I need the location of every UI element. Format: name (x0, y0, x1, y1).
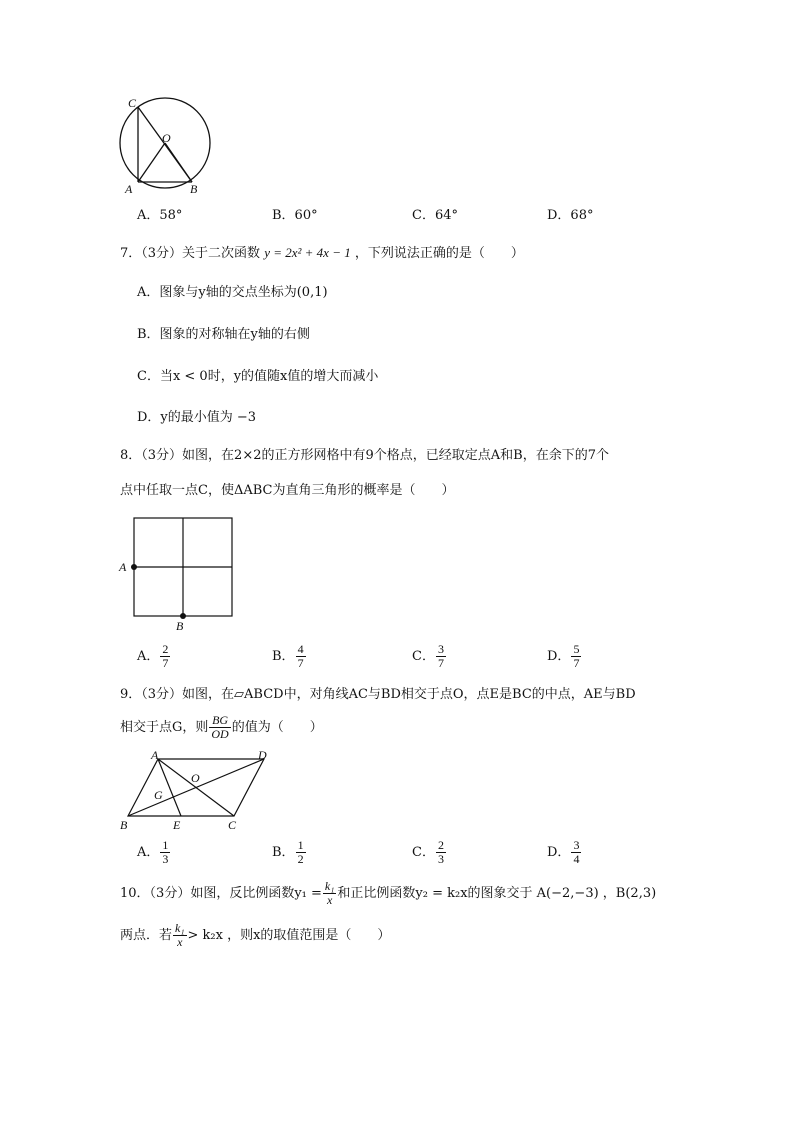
q6-circle-figure (116, 96, 216, 196)
q6-label-a: A (125, 182, 133, 196)
q9-option-a-fraction (160, 839, 170, 866)
q9-option-a[interactable] (137, 839, 171, 866)
q8-option-b[interactable] (272, 643, 307, 670)
q9-label-e: E (173, 818, 181, 832)
q10-stem-line2 (120, 922, 390, 949)
q9-label-c: C (228, 818, 237, 832)
q9-option-d-num: 3 (573, 838, 580, 852)
q8-option-d-num: 5 (573, 642, 580, 656)
q10-frac2-num: k₁ (175, 921, 185, 935)
q10-frac2-den: x (177, 935, 183, 949)
q10-stem-line1 (120, 880, 656, 907)
q8-stem-line2: 点中任取一点C，使ΔABC为直角三角形的概率是（ ） (120, 483, 455, 498)
q8-option-a-letter: A． (137, 649, 160, 664)
q9-stem-line1: 9．（3分）如图，在▱ABCD中，对角线AC与BD相交于点O，点E是BC的中点，AE与BD (120, 687, 636, 702)
q9-frac-num: BG (209, 714, 230, 728)
q8-option-b-fraction (296, 643, 306, 670)
q9-option-b-den: 2 (297, 852, 304, 866)
q10-frac1-den: x (326, 893, 333, 907)
q9-frac-den: OD (211, 727, 229, 741)
q9-label-g: G (154, 788, 163, 802)
q8-option-d-den: 7 (573, 656, 580, 670)
q9-option-a-num: 1 (162, 838, 169, 852)
q8-option-b-letter: B． (272, 649, 295, 664)
q9-option-c[interactable] (412, 839, 447, 866)
q8-option-c-num: 3 (437, 642, 444, 656)
q6-option-b[interactable]: B．60° (272, 208, 318, 223)
q9-option-c-num: 2 (437, 838, 444, 852)
q8-label-b: B (176, 619, 184, 633)
q9-option-a-den: 3 (162, 852, 169, 866)
q10-line1-prefix: 10．（3分）如图，反比例函数y₁ = (120, 886, 322, 901)
q6-label-b: B (190, 182, 198, 196)
q6-option-d[interactable]: D．68° (547, 208, 594, 223)
q7-stem (120, 244, 524, 263)
q9-option-c-den: 3 (437, 852, 444, 866)
q9-option-d-letter: D． (547, 845, 571, 860)
q7-option-c[interactable]: C．当x < 0时，y的值随x值的增大而减小 (137, 369, 379, 384)
q9-stem-line2-prefix: 相交于点G，则 (120, 720, 209, 735)
q8-label-a: A (119, 560, 127, 574)
q8-option-a-fraction (160, 643, 170, 670)
q9-option-b-letter: B． (272, 845, 295, 860)
q8-option-a-den: 7 (162, 656, 169, 670)
q7-option-d[interactable]: D．y的最小值为 −3 (137, 410, 257, 425)
q9-diagonal-bd (128, 759, 264, 816)
q9-option-b-num: 1 (297, 838, 304, 852)
q6-segment-ao (138, 143, 165, 182)
q9-label-o: O (191, 771, 200, 785)
q9-option-d-den: 4 (573, 852, 580, 866)
q6-label-c: C (128, 96, 137, 110)
q10-line2-suffix: > k₂x ，则x的取值范围是（ ） (187, 928, 391, 943)
q9-parallelogram-figure (114, 748, 284, 836)
q8-option-b-num: 4 (297, 642, 304, 656)
q6-option-a[interactable]: A．58° (137, 208, 183, 223)
q9-stem-line2 (120, 714, 323, 741)
q10-fraction-2 (173, 922, 187, 949)
q9-option-c-fraction (436, 839, 446, 866)
q9-option-d[interactable] (547, 839, 582, 866)
q8-option-d-letter: D． (547, 649, 571, 664)
q6-option-c[interactable]: C．64° (412, 208, 458, 223)
q9-label-a: A (151, 748, 159, 762)
q8-point-a (131, 564, 137, 570)
q8-option-c[interactable] (412, 643, 447, 670)
q8-option-d-fraction (571, 643, 581, 670)
q9-option-b-fraction (296, 839, 306, 866)
q9-stem-fraction (209, 714, 230, 741)
q7-stem-suffix: ，下列说法正确的是（ ） (354, 246, 524, 261)
q8-option-b-den: 7 (297, 656, 304, 670)
q8-grid-figure (116, 512, 240, 636)
q9-option-a-letter: A． (137, 845, 160, 860)
q9-option-c-letter: C． (412, 845, 435, 860)
q8-stem-line1: 8．（3分）如图，在2×2的正方形网格中有9个格点，已经取定点A和B，在余下的7个 (120, 448, 609, 463)
q6-label-o: O (162, 131, 171, 145)
q8-option-c-fraction (436, 643, 446, 670)
q9-label-b: B (120, 818, 128, 832)
q8-option-a-num: 2 (162, 642, 169, 656)
q6-segment-ob (165, 143, 192, 182)
q9-option-d-fraction (571, 839, 581, 866)
q10-line2-prefix: 两点．若 (120, 928, 173, 943)
q7-function: y = 2x² + 4x − 1 (264, 245, 351, 260)
q10-fraction-1 (323, 880, 337, 907)
q7-stem-prefix: 7．（3分）关于二次函数 (120, 246, 261, 261)
q9-stem-line2-suffix: 的值为（ ） (231, 720, 323, 735)
q8-option-d[interactable] (547, 643, 582, 670)
q10-frac1-num: k₁ (324, 879, 335, 893)
q7-option-b[interactable]: B．图象的对称轴在y轴的右侧 (137, 327, 310, 342)
q8-option-a[interactable] (137, 643, 171, 670)
q9-option-b[interactable] (272, 839, 307, 866)
q8-option-c-letter: C． (412, 649, 435, 664)
q10-line1-mid: 和正比例函数y₂ = k₂x的图象交于 A(−2,−3) ，B(2,3) (337, 886, 657, 901)
q8-option-c-den: 7 (437, 656, 444, 670)
q7-option-a[interactable]: A．图象与y轴的交点坐标为(0,1) (137, 285, 328, 300)
q9-label-d: D (258, 748, 267, 762)
